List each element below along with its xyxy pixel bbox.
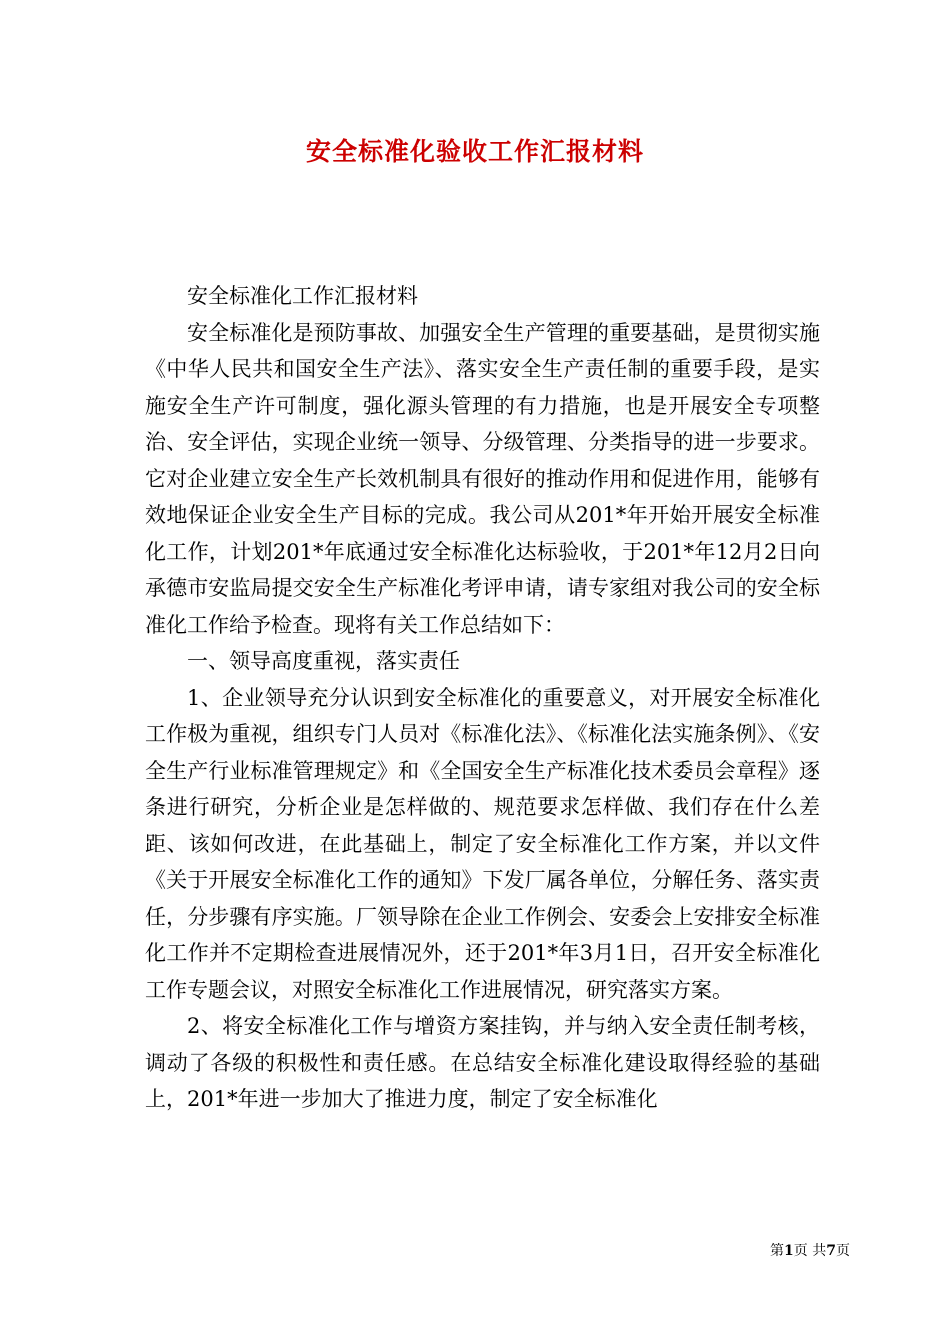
page-number-footer [0, 1240, 850, 1260]
footer-prefix: 第 [770, 1243, 785, 1259]
footer-middle: 页 共 [793, 1243, 827, 1259]
paragraph-item-1: 1、企业领导充分认识到安全标准化的重要意义，对开展安全标准化工作极为重视，组织专门人员对《标准化法》、《标准化法实施条例》、《安全生产行业标准管理规定》和《全国安全生产标准化技术委员会章程》逐条进行研究，分析企业是怎样做的、规范要求怎样做、我们存在什么差距、该如何改进，在此基础上，制定了安全标准化工作方案，并以文件《关于开展安全标准化工作的通知》下发厂属各单位，分解任务、落实责任，分步骤有序实施。厂领导除在企业工作例会、安委会上安排安全标准化工作并不定期检查进展情况外，还于201*年3月1日，召开安全标准化工作专题会议，对照安全标准化工作进展情况，研究落实方案。 [145, 685, 820, 1002]
footer-current-page: 1 [784, 1243, 794, 1259]
paragraph-subtitle: 安全标准化工作汇报材料 [187, 284, 418, 308]
document-title: 安全标准化验收工作汇报材料 [305, 137, 644, 166]
section-heading-1: 一、领导高度重视，落实责任 [187, 649, 460, 673]
paragraph-intro: 安全标准化是预防事故、加强安全生产管理的重要基础，是贯彻实施《中华人民共和国安全生产法》、落实安全生产责任制的重要手段，是实施安全生产许可制度，强化源头管理的有力措施，也是开展安全专项整治、安全评估，实现企业统一领导、分级管理、分类指导的进一步要求。它对企业建立安全生产长效机制具有很好的推动作用和促进作用，能够有效地保证企业安全生产目标的完成。我公司从201*年开始开展安全标准化工作，计划201*年底通过安全标准化达标验收，于201*年12月2日向承德市安监局提交安全生产标准化考评申请，请专家组对我公司的安全标准化工作给予检查。现将有关工作总结如下： [145, 320, 820, 637]
footer-total-pages: 7 [826, 1243, 836, 1259]
footer-suffix: 页 [836, 1243, 850, 1259]
document-body [145, 278, 820, 1118]
paragraph-item-2: 2、将安全标准化工作与增资方案挂钩，并与纳入安全责任制考核，调动了各级的积极性和责任感。在总结安全标准化建设取得经验的基础上，201*年进一步加大了推进力度，制定了安全标准化 [145, 1014, 820, 1111]
